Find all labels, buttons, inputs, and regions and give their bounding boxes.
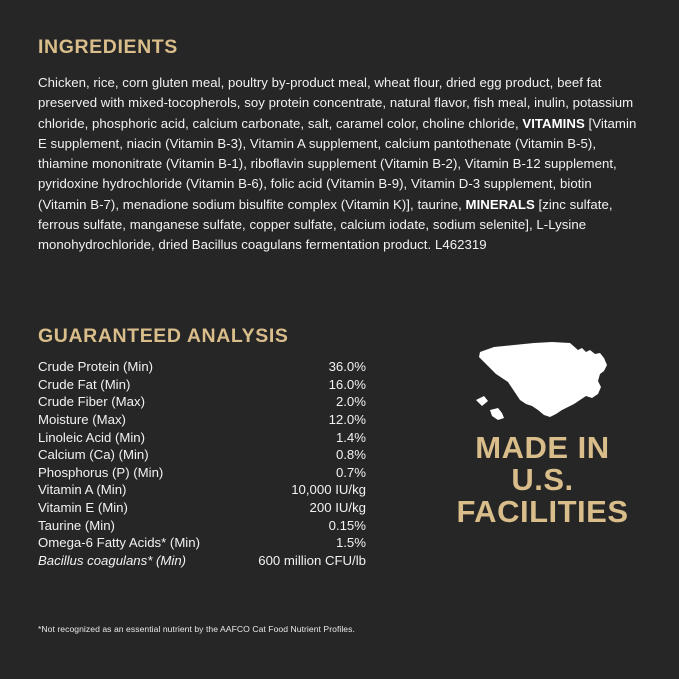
nutrient-name: Linoleic Acid (Min) [38,429,146,445]
nutrient-value: 1.5% [335,535,366,551]
nutrient-value: 0.8% [335,447,366,463]
nutrient-name: Vitamin A (Min) [38,482,127,498]
ingredients-heading: INGREDIENTS [38,36,178,58]
made-in-us-badge [440,338,645,528]
badge-line-1: MADE IN [475,430,610,465]
ingredients-group-label: MINERALS [465,196,535,212]
nutrient-value: 10,000 IU/kg [291,482,366,498]
nutrient-value: 200 IU/kg [309,500,366,516]
nutrient-value: 16.0% [328,376,366,392]
nutrient-name: Crude Protein (Min) [38,359,154,375]
usa-map-icon [474,338,612,424]
table-row [38,376,366,394]
ingredients-section [38,36,642,256]
guaranteed-analysis-table-body [38,358,366,569]
footnote: *Not recognized as an essential nutrient by the AAFCO Cat Food Nutrient Profiles. [38,624,355,634]
table-row [38,428,366,446]
nutrient-name: Moisture (Max) [38,412,126,428]
nutrient-name: Crude Fat (Min) [38,376,131,392]
guaranteed-analysis-heading: GUARANTEED ANALYSIS [38,325,289,347]
nutrient-value: 1.4% [335,429,366,445]
table-row [38,446,366,464]
table-row [38,481,366,499]
nutrient-name: Crude Fiber (Max) [38,394,145,410]
badge-line-3: FACILITIES [456,494,629,529]
table-row [38,552,366,570]
table-row [38,393,366,411]
ingredients-group-label: VITAMINS [522,115,585,131]
ingredients-run: [Vitamin E supplement, niacin (Vitamin B-3), Vitamin A supplement, calcium pantothenate (Vitamin B-5), thiamine mononitrate (Vitamin B-1), riboflavin supplement (Vitamin B-2), Vitamin B-12 supplement, pyridoxine hydrochloride (Vitamin B-6), folic acid (Vitamin B-9), Vitamin D-3 supplement, biotin (Vitamin B-7), menadione sodium bisulfite complex (Vitamin K)], taurine, [38,115,637,212]
nutrient-value: 2.0% [335,394,366,410]
nutrient-value: 0.15% [328,517,366,533]
table-row [38,516,366,534]
nutrient-name: Omega-6 Fatty Acids* (Min) [38,535,200,551]
nutrient-name: Phosphorus (P) (Min) [38,464,164,480]
badge-line-2: U.S. [511,462,574,497]
nutrient-name: Bacillus coagulans* (Min) [38,552,187,568]
nutrient-value: 12.0% [328,412,366,428]
guaranteed-analysis-section [38,325,378,569]
nutrient-value: 600 million CFU/lb [258,552,366,568]
nutrient-name: Taurine (Min) [38,517,115,533]
nutrient-name: Calcium (Ca) (Min) [38,447,149,463]
nutrient-value: 36.0% [328,359,366,375]
table-row [38,534,366,552]
ingredients-run: Chicken, rice, corn gluten meal, poultry by-product meal, wheat flour, dried egg product, beef fat preserved with mixed-tocopherols, soy protein concentrate, natural flavor, fish meal, inulin, potassium chloride, phosphoric acid, calcium carbonate, salt, caramel color, choline chloride, [38,75,634,131]
ingredients-run: [zinc sulfate, ferrous sulfate, manganese sulfate, copper sulfate, calcium iodate, sodium selenite], L-Lysine monohydrochloride, dried Bacillus coagulans fermentation product. L462319 [38,196,613,253]
nutrient-value: 0.7% [335,464,366,480]
guaranteed-analysis-table [38,358,366,569]
badge-text [440,432,645,528]
table-row [38,464,366,482]
nutrient-name: Vitamin E (Min) [38,500,128,516]
table-row [38,411,366,429]
table-row [38,499,366,517]
table-row [38,358,366,376]
ingredients-text [38,73,642,256]
